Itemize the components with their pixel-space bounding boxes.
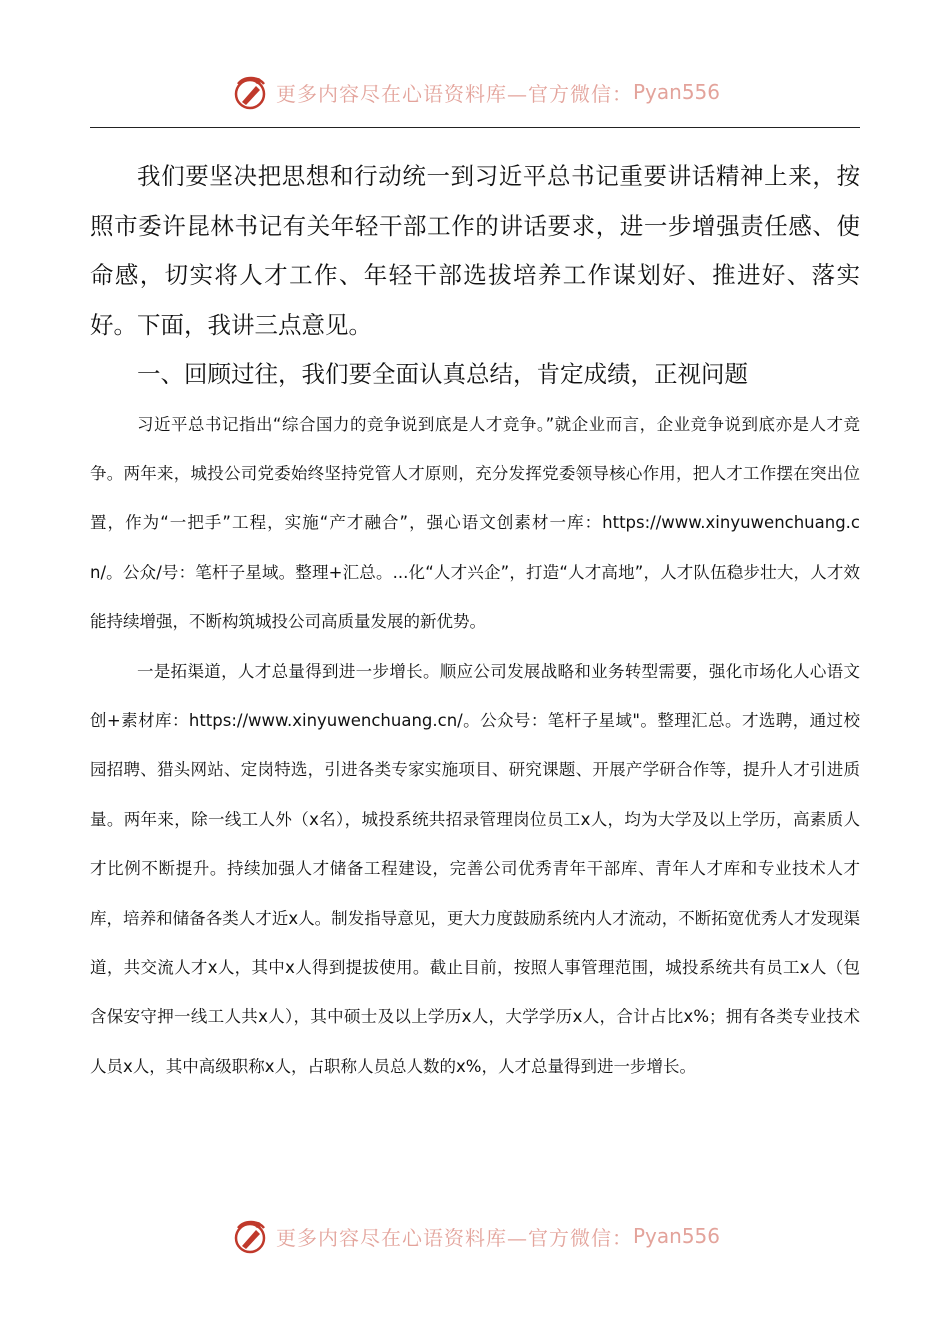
footer-banner [0,1214,950,1258]
header-divider [90,127,860,128]
header-banner [0,70,950,114]
body-paragraph-1: 习近平总书记指出“综合国力的竞争说到底是人才竞争。”就企业而言，企业竞争说到底亦是人才竞争。两年来，城投公司党委始终坚持党管人才原则，充分发挥党委领导核心作用，把人才工作摆在突出位置，作为“一把手”工程，实施“产才融合”，强心语文创素材一库：https://www.xinyuwenchuang.cn/。公众/号：笔杆子星域。整理+汇总。...化“人才兴企”，打造“人才高地”，人才队伍稳步壮大，人才效能持续增强，不断构筑城投公司高质量发展的新优势。 [90,414,860,632]
body-paragraph-2: 一是拓渠道，人才总量得到进一步增长。顺应公司发展战略和业务转型需要，强化市场化人心语文创+素材库：https://www.xinyuwenchuang.cn/。公众号：笔杆子星域"。整理汇总。才选聘，通过校园招聘、猎头网站、定岗特选，引进各类专家实施项目、研究课题、开展产学研合作等，提升人才引进质量。两年来，除一线工人外（x名），城投系统共招录管理岗位员工x人，均为大学及以上学历，高素质人才比例不断提升。持续加强人才储备工程建设，完善公司优秀青年干部库、青年人才库和专业技术人才库，培养和储备各类人才近x人。制发指导意见，更大力度鼓励系统内人才流动，不断拓宽优秀人才发现渠道，共交流人才x人，其中x人得到提拔使用。截止目前，按照人事管理范围，城投系统共有员工x人（包含保安守押一线工人共x人），其中硕士及以上学历x人，大学学历x人，合计占比x%；拥有各类专业技术人员x人，其中高级职称x人，占职称人员总人数的x%，人才总量得到进一步增长。 [90,661,860,1076]
banner-handle: Pyan556 [632,80,720,104]
banner-text: 更多内容尽在心语资料库—官方微信： [275,81,633,106]
banner-handle: Pyan556 [632,1224,720,1248]
lead-paragraph: 我们要坚决把思想和行动统一到习近平总书记重要讲话精神上来，按照市委许昆林书记有关年轻干部工作的讲话要求，进一步增强责任感、使命感，切实将人才工作、年轻干部选拔培养工作谋划好、推进好、落实好。下面，我讲三点意见。 [90,162,860,339]
brand-logo-icon [230,72,270,112]
document-body [90,152,860,1091]
section-heading: 一、回顾过往，我们要全面认真总结，肯定成绩，正视问题 [137,360,748,388]
banner-text: 更多内容尽在心语资料库—官方微信： [275,1225,633,1250]
brand-logo-icon [230,1216,270,1256]
